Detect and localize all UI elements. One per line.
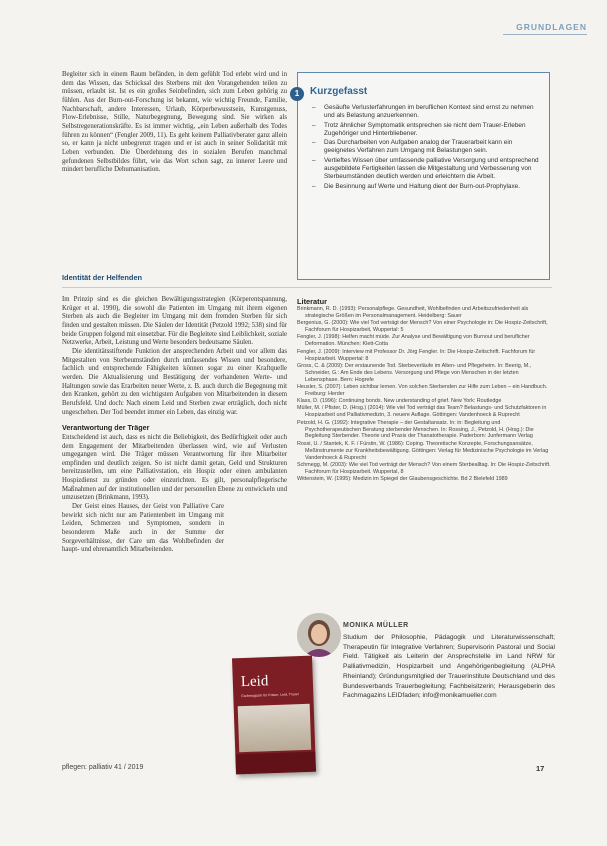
summary-box bbox=[294, 72, 550, 280]
summary-number-badge: 1 bbox=[290, 87, 304, 101]
responsibility-heading: Verantwortung der Träger bbox=[62, 423, 150, 433]
intro-paragraph: Begleiter sich in einem Raum befänden, in dem gefühlt Tod erlebt wird und in dem das Wissen, das Schicksal des Sterbens mit den Vorangehenden teilen zu müssen, erlaubt ist. Ist es ein großes Seinbefinden, sich zum Leben gehörig zu fühlen. Aus der Burn-out-Forschung ist bekannt, wie wichtig Freunde, Familie, Nachbarschaft, andere Interessen, Urlaub, Körperbewusstsein, Kunstgenuss, Flow-Erlebnisse, Stille, Naturbegegnung, Bewegung sind. Sie wirken als Selbstregenerationskräfte. Es ist immer wichtig, „ein Leben außerhalb des Todes führen zu können“ (Fengler 2009, 11). Es geht keinem Palliativberater ganz allein so, er kann ja nicht unbegrenzt tragen und er ist auch in seiner Solidarität mit Leben verbunden. Die Überdehnung des in sozialen Berufen manchmal gefundenen Selbstbildes führt, wie das Wort schon sagt, zu innerer Leere und mindert berufliche Dehumanisation. bbox=[62, 71, 287, 174]
intro-column bbox=[62, 71, 287, 175]
summary-title: Kurzgefasst bbox=[310, 86, 368, 97]
literature-item: Fengler, J. (1998): Helfen macht müde. Zur Analyse und Bewältigung von Burnout und beruflicher Deformation. München: Klett-Cotta bbox=[297, 334, 530, 348]
literature-item: Klass, D. (1996): Continuing bonds. New understanding of grief. New York: Routledge bbox=[297, 398, 502, 405]
page-number: 17 bbox=[536, 764, 545, 773]
book-cover-band bbox=[235, 752, 316, 775]
literature-heading: Literatur bbox=[297, 297, 327, 306]
book-title: Leid bbox=[240, 673, 269, 691]
footer-journal: pflegen: palliativ 41 / 2019 bbox=[62, 764, 144, 771]
author-photo bbox=[297, 613, 341, 657]
section-divider bbox=[62, 287, 552, 288]
literature-item: Brinkmann, R. D. (1993): Personalpflege. Gesundheit, Wohlbefinden und Arbeitszufriedenheit als strategische Größen im Personalmanagement. Heidelberg: Sauer bbox=[297, 306, 529, 319]
literature-item: Schmegg, M. (2003): Wie viel Tod verträgt der Mensch? Von einem Sterbealltag. In: Die Hospiz-Zeitschrift. Fachforum für Hospizarbeit. Wuppertal, 8 bbox=[297, 461, 551, 475]
literature-item: Rossi, U. / Stantek, K. F. / Fürstin, W. (1986): Coping. Theoretische Konzepte, Forschungsansätze, Meßinstrumente zur Krankheitsbewältigung. Göttingen: Verlag für Medizinische Psychologie im Verlag Vandenhoeck & Ruprecht bbox=[297, 440, 549, 461]
identity-paragraph-2: Die identitätsstiftende Funktion der ansprechenden Arbeit und vor allem das Mitgestalten von Sterbeumständen durch umfassendes Wissen und besondere, fachlich und entsprechende Fähigkeiten können sogar zu einer Kraftquelle werden. Die Aktualisierung und Bestätigung der vorhandenen Werte- und Haltungen sowie das Erarbeiten neuer Werte, z. B. auch durch die Begegnung mit den Kranken, gehört zu den wichtigsten Aufgaben von Mitarbeitenden in diesem Berufsfeld. Und doch: Nach einem Leid und Sterben zwar erträglich, doch nicht ungeschehen. Der Tod beendet immer ein Leben, das einzig war. bbox=[62, 347, 287, 416]
literature-item: Müller, M. / Pfister, D. (Hrsg.) (2014): Wie viel Tod verträgt das Team? Belastungs- und Schutzfaktoren in Hospizarbeit und Palliativmedizin, 3. neuere Auflage. Göttingen: Vandenhoeck & Ruprecht bbox=[297, 405, 547, 419]
book-cover-image bbox=[232, 656, 316, 775]
summary-item: – Vertieftes Wissen über umfassende palliative Versorgung und entsprechend ausgebildete Fertigkeiten lassen die Mitgestaltung und Verbesserung von Sterbeumständen deutlich werden und erleichtern die Arbeit. bbox=[310, 157, 542, 182]
literature-item: Fengler, J. (2009): Interview mit Professor Dr. Jörg Fengler. In: Die Hospiz-Zeitschrift. Fachforum für Hospizarbeit. Wuppertal: 8 bbox=[297, 348, 536, 362]
literature-item: Petzold, H. G. (1992): Integrative Therapie – der Gestaltansatz. In: in: Begleitung und Psychotherapeutischen Beratung sterbender Menschen. In: Rossing, J., Petzold, H. (Hrsg.): Die Begleitung Sterbender. Theorie und Praxis der Thanatotherapie. Paderborn: Junfermann Verlag bbox=[297, 419, 534, 440]
section-label: GRUNDLAGEN bbox=[516, 22, 587, 32]
summary-list bbox=[310, 104, 542, 192]
identity-paragraph-1: Im Prinzip sind es die gleichen Bewältigungsstrategien (Körperentspannung, Krüger et al. 1990), die sowohl die Patienten im Umgang mit ihrem eigenen Sterben als auch die Begleiter im Umgang mit dem fremden Sterben für sich finden und gestalten müssen. Die Säulen der Identität (Petzold 1992; 538) sind für beide Gruppen folgend mit einsetzbar. Für die Begleitete sind Leiblichkeit, soziale Netzwerke, Arbeit, Leistung und Werte besonders bedeutsame Säulen. bbox=[62, 296, 287, 347]
literature-item: Heusler, S. (2007): Leben sichtbar lernen. Von solchen Sterbenden zur Hilfe zum Leben – ein Handbuch. Freiburg: Herder bbox=[297, 383, 548, 397]
literature-item: Wittenstein, W. (1995): Medizin im Spiegel der Glaubensgeschichte. Bd 2 Bielefeld 1989 bbox=[297, 476, 508, 483]
book-subtitle: Fachmagazin für Krisen, Leid, Trauer bbox=[241, 692, 299, 699]
summary-item: – Das Durcharbeiten von Aufgaben analog der Trauerarbeit kann ein geeignetes Verfahren zum Umgang mit Belastungen sein. bbox=[310, 139, 542, 156]
literature-item: Bergenius, G. (2000): Wie viel Tod verträgt der Mensch? Von einer Psychologie in: Die Hospiz-Zeitschrift, Fachforum für Hospizarbeit, Wuppertal: 5 bbox=[297, 320, 548, 334]
header-rule bbox=[503, 34, 587, 35]
book-cover-photo bbox=[238, 704, 312, 752]
responsibility-paragraph-1: Entscheidend ist auch, dass es nicht die Beliebigkeit, des Bedürftigkeit oder auch dem Engagement der Mitarbeitenden überlassen wird, wie auf Verlusten umgegangen wird. Die Träger müssen Verantwortung für ihre Mitarbeiter empfinden und deutlich zeigen. So ist nicht damit getan, Geld und Strukturen bereitzustellen, um eine Palliativstation, ein Hospiz oder einen ambulanten Hospizdienst zu gründen oder einzurichten. Es gilt, personalpflegerische Maßnahmen auf der institutionellen und der personellen Ebene zu entwickeln und umzusetzen (Brinkmann, 1993). bbox=[62, 433, 287, 502]
summary-item: – Die Besinnung auf Werte und Haltung dient der Burn-out-Prophylaxe. bbox=[310, 183, 542, 191]
responsibility-paragraph-2: Der Geist eines Hauses, der Geist von Palliative Care bewirkt sich nicht nur am Patientenbett im Umgang mit Leiden, Schmerzen und Symptomen, sondern in besonderem Maße auch in der Summe der Sorgeverhältnisse, der Care um das Wohlbefinden der haupt- und ehrenamtlich Mitarbeitenden. bbox=[62, 503, 224, 554]
author-bio: Studium der Philosophie, Pädagogik und Literaturwissenschaft; Therapeutin für Integrative Verfahren; Supervisorin Pastoral und Social Field. Tätigkeit als Leiterin der Ansprechstelle im Land NRW für Palliativmedizin, Hospizarbeit und Angehörigenbegleitung (ALPHA Rheinland); Gründungsmitglied der Trauerinstitute Deutschland und des Bundesverbands Trauerbegleitung; Fachbeisitzerin; Herausgeberin des Fachmagazins LEIDfaden; info@monikamueller.com bbox=[343, 634, 555, 700]
summary-item: – Gesäufte Verlusterfahrungen im beruflichen Kontext sind ernst zu nehmen und als Belastung anzuerkennen. bbox=[310, 104, 542, 121]
author-name: MONIKA MÜLLER bbox=[343, 622, 409, 629]
literature-item: Gross, C. & (2009): Der erstaunende Tod. Sterbeverläufe im Alten- und Pflegeheim. In: Beerig, M., Schneider, G.: Am Ende des Lebens. Versorgung und Pflege von Menschen in der letzten Lebensphase. Bern: Hogrefe bbox=[297, 362, 532, 383]
literature-list bbox=[297, 306, 552, 483]
summary-item: – Trotz ähnlicher Symptomatik entsprechen sie nicht dem Trauer-Erleben Zugehöriger und Hinterbliebener. bbox=[310, 122, 542, 139]
main-column bbox=[62, 296, 287, 555]
identity-heading: Identität der Helfenden bbox=[62, 273, 143, 282]
